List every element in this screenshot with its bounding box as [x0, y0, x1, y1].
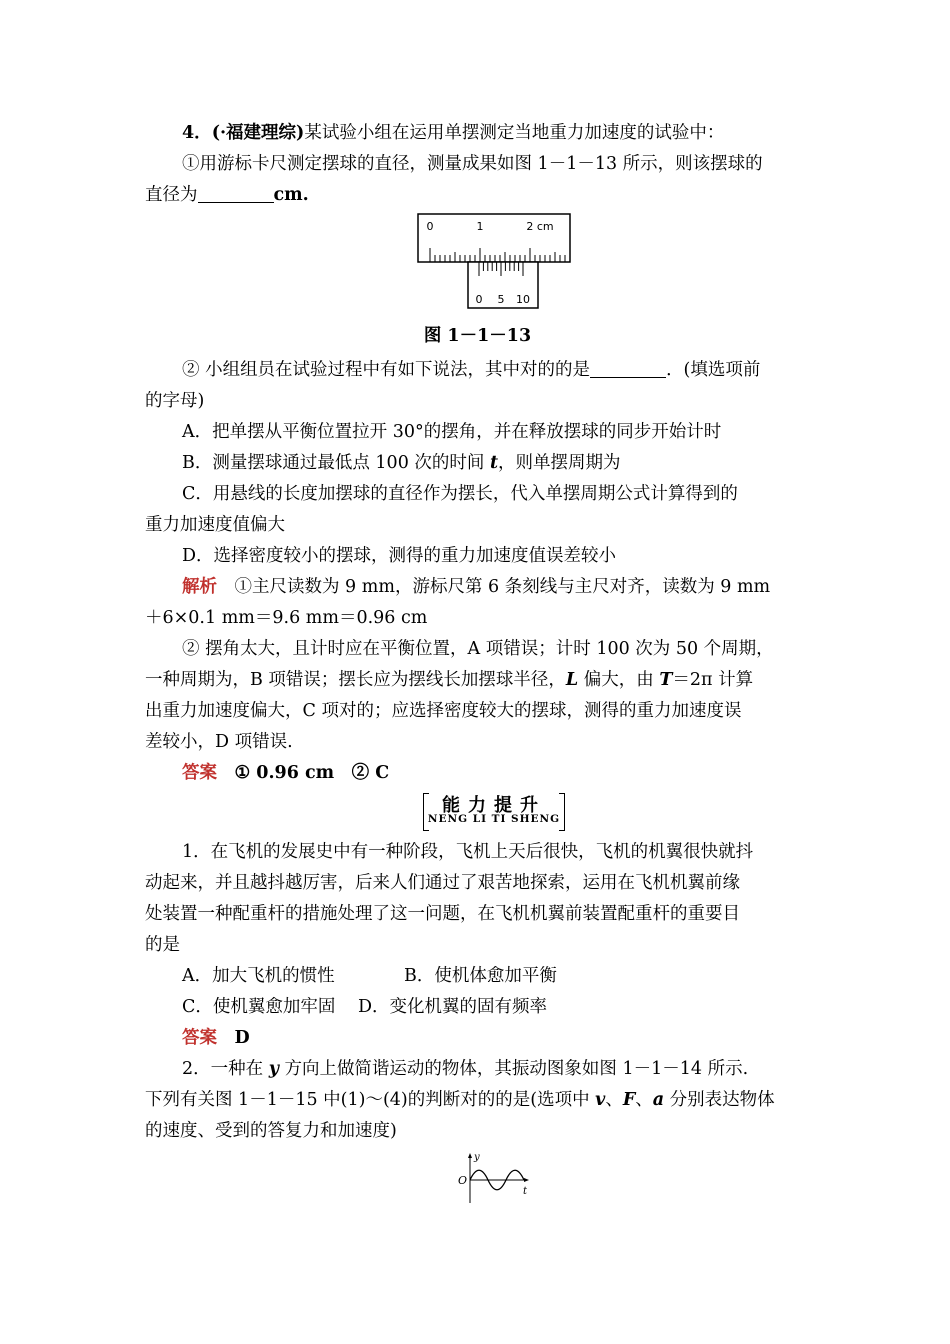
q4-answer	[145, 758, 810, 789]
var-T: T	[659, 670, 673, 690]
q2-text-1b: 方向上做简谐运动的物体，其振动图象如图 1－1－14 所示.	[278, 1059, 749, 1079]
q4-line-5: 的字母)	[145, 391, 205, 411]
q4-line-4	[145, 355, 810, 386]
q1-option-a: A．加大飞机的惯性	[182, 966, 335, 986]
q4-stem: 某试验小组在运用单摆测定当地重力加速度的试验中：	[304, 123, 725, 143]
q4-option-d: D．选择密度较小的摆球，测得的重力加速度值误差较小	[182, 546, 617, 566]
q2-line-2	[145, 1085, 810, 1116]
vernier-caliper-diagram	[145, 211, 810, 321]
q2-text-2b: 分别表达物体	[664, 1090, 775, 1110]
var-v: v	[595, 1090, 606, 1110]
q1-line-3: 处装置一种配重杆的措施处理了这一问题，在飞机机翼前装置配重杆的重要目	[145, 904, 740, 924]
analysis-text-4a: 一种周期为，B 项错误；摆长应为摆线长加摆球半径，	[145, 670, 566, 690]
analysis-text-1: ①主尺读数为 9 mm，游标尺第 6 条刻线与主尺对齐，读数为 9 mm	[234, 577, 771, 597]
q4-number: 4．	[182, 123, 212, 143]
q2-line-3: 的速度、受到的答复力和加速度)	[145, 1121, 397, 1141]
answer-blank-2[interactable]	[590, 359, 666, 378]
q2-text-2a: 下列有关图 1－1－15 中(1)～(4)的判断对的的是(选项中	[145, 1090, 596, 1110]
q1-options-ab	[145, 961, 810, 992]
origin-label: O	[458, 1174, 468, 1187]
q4-option-c-1: C．用悬线的长度加摆球的直径作为摆长，代入单摆周期公式计算得到的	[182, 484, 738, 504]
analysis-text-4b: 偏大，由	[578, 670, 660, 690]
q4-source: (·福建理综)	[211, 123, 305, 143]
var-y: y	[268, 1059, 279, 1079]
q1-answer	[145, 1023, 810, 1054]
answer-label: 答案	[182, 1028, 217, 1048]
main-scale-label-1: 1	[476, 220, 484, 233]
var-t: t	[489, 453, 499, 473]
q1-line-1: 1．在飞机的发展史中有一种阶段，飞机上天后很快，飞机的机翼很快就抖	[182, 842, 754, 862]
document-page	[145, 118, 810, 1207]
vernier-label-0: 0	[475, 293, 483, 306]
vernier-label-10: 10	[516, 293, 530, 306]
q1-option-d: D．变化机翼的固有频率	[358, 997, 548, 1017]
q4-line-1	[145, 118, 810, 149]
q2-sep-2: 、	[635, 1090, 653, 1110]
q1-line-2: 动起来，并且越抖越厉害，后来人们通过了艰苦地探索，运用在飞机机翼前缘	[145, 873, 740, 893]
figure-caption-1-1-13: 图 1－1－13	[423, 326, 532, 346]
vibration-graph	[145, 1147, 810, 1207]
q4-part2-stem: ② 小组组员在试验过程中有如下说法，其中对的的是	[182, 360, 591, 380]
answer-blank-1[interactable]	[198, 184, 274, 203]
q1-option-c: C．使机翼愈加牢固	[182, 997, 336, 1017]
q2-text-1a: 2．一种在	[182, 1059, 269, 1079]
analysis-label: 解析	[182, 577, 217, 597]
banner-title: 能力提升	[442, 795, 546, 816]
q1-answer-text: D	[234, 1028, 250, 1048]
q4-analysis-5: 出重力加速度偏大，C 项对的；应选择密度较大的摆球，测得的重力加速度误	[145, 701, 742, 721]
section-banner	[145, 789, 810, 837]
q1-options-cd	[145, 992, 810, 1023]
q4-option-b-text: B．测量摆球通过最低点 100 次的时间	[182, 453, 490, 473]
var-F: F	[622, 1090, 636, 1110]
q4-line-2: ①用游标卡尺测定摆球的直径，测量成果如图 1－1－13 所示，则该摆球的	[182, 154, 763, 174]
q4-analysis-6: 差较小，D 项错误.	[145, 732, 293, 752]
q4-analysis-3: ② 摆角太大，且计时应在平衡位置，A 项错误；计时 100 次为 50 个周期，	[182, 639, 774, 659]
q4-option-b	[145, 448, 810, 479]
q4-line-3	[145, 180, 810, 211]
q4-option-c-2: 重力加速度值偏大	[145, 515, 285, 535]
var-a: a	[652, 1090, 665, 1110]
caliper-figure	[145, 211, 810, 321]
banner-box	[423, 791, 565, 831]
q4-part2-tail: ．(填选项前	[666, 360, 761, 380]
axis-label-y: y	[474, 1152, 480, 1163]
main-scale-label-2: 2 cm	[526, 220, 554, 233]
q4-unit: cm.	[273, 185, 309, 205]
q4-analysis-4	[145, 665, 810, 696]
var-L: L	[565, 670, 579, 690]
main-scale-label-0: 0	[426, 220, 434, 233]
q4-analysis-2: ＋6×0.1 mm＝9.6 mm＝0.96 cm	[145, 608, 428, 628]
q1-line-4: 的是	[145, 935, 180, 955]
banner-subtitle: NENG LI TI SHENG	[427, 813, 561, 825]
q2-line-1	[145, 1054, 810, 1085]
q1-option-b: B．使机体愈加平衡	[404, 966, 557, 986]
q4-analysis-1	[145, 572, 810, 603]
q4-option-a: A．把单摆从平衡位置拉开 30°的摆角，并在释放摆球的同步开始计时	[182, 422, 722, 442]
q4-diameter-label: 直径为	[145, 185, 198, 205]
answer-label: 答案	[182, 763, 217, 783]
q4-answer-text: ① 0.96 cm ② C	[234, 763, 390, 783]
vernier-label-5: 5	[497, 293, 505, 306]
analysis-text-4c: ＝2π 计算	[672, 670, 754, 690]
sine-wave-graph	[145, 1147, 810, 1207]
axis-label-t: t	[523, 1186, 528, 1197]
q2-sep-1: 、	[605, 1090, 623, 1110]
q4-option-b-tail: ，则单摆周期为	[498, 453, 621, 473]
